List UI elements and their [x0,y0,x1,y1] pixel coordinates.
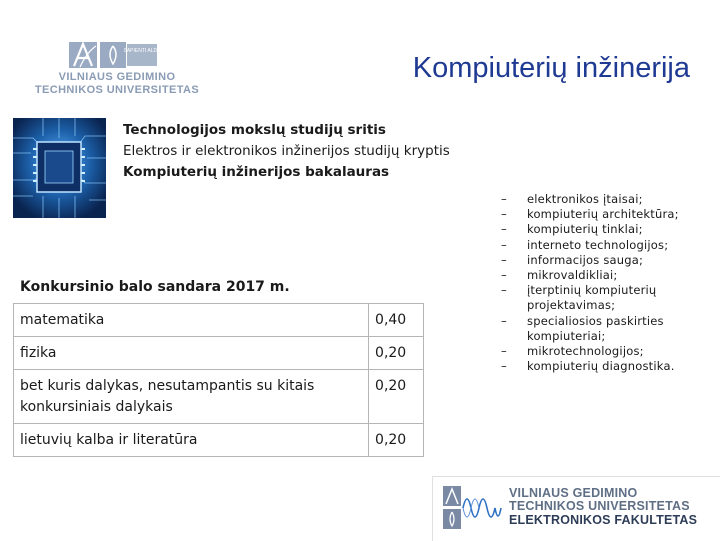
list-item-text: kompiuterių tinklai; [527,222,643,237]
topic-list [498,192,708,374]
table-row [14,337,424,370]
list-item-text: mikrovaldikliai; [527,268,618,283]
subject-cell: fizika [14,337,369,370]
weight-cell: 0,20 [369,424,424,457]
list-item-text: elektronikos įtaisai; [527,192,643,206]
score-title: Konkursinio balo sandara 2017 m. [20,279,290,295]
list-item-text: mikrotechnologijos; [527,344,644,359]
list-item [498,314,708,344]
list-item [498,207,708,222]
list-item-text: kompiuterių diagnostika. [527,359,675,374]
weight-cell: 0,40 [369,304,424,337]
faculty-logo-line-1: VILNIAUS GEDIMINO [509,486,638,500]
study-degree: Kompiuterių inžinerijos bakalauras [123,164,390,180]
weight-cell: 0,20 [369,337,424,370]
study-description [123,120,450,183]
microchip-image [13,118,106,218]
list-item-text: specialiosios paskirties kompiuteriai; [527,313,664,343]
logo-badge-text: SAPIENTI ALDE [123,48,161,54]
faculty-logo [432,476,720,541]
dash-bullet: – [501,313,507,328]
university-logo [22,40,212,102]
dash-bullet: – [501,237,507,252]
score-table [13,303,424,457]
subject-cell: lietuvių kalba ir literatūra [14,424,369,457]
list-item [498,268,708,283]
table-row [14,424,424,457]
list-item-text: kompiuterių architektūra; [527,207,679,222]
subject-cell: matematika [14,304,369,337]
dash-bullet: – [501,192,507,206]
list-item [498,283,708,313]
list-item [498,222,708,237]
dash-bullet: – [501,344,507,359]
page-title: Kompiuterių inžinerija [412,52,690,84]
list-item [498,253,708,268]
study-direction: Elektros ir elektronikos inžinerijos studijų kryptis [123,143,450,159]
dash-bullet: – [501,268,507,283]
list-item [498,344,708,359]
logo-line-1: VILNIAUS GEDIMINO [58,71,176,83]
logo-line-2: TECHNIKOS UNIVERSITETAS [34,84,200,96]
list-item-text: informacijos sauga; [527,252,644,267]
dash-bullet: – [501,283,507,298]
table-row [14,304,424,337]
list-item-text: interneto technologijos; [527,237,669,252]
dash-bullet: – [501,207,507,222]
weight-cell: 0,20 [369,370,424,424]
list-item [498,192,708,207]
dash-bullet: – [501,252,507,267]
list-item [498,238,708,253]
dash-bullet: – [501,222,507,237]
table-row [14,370,424,424]
university-logo-icon [22,40,212,70]
faculty-logo-icon [443,484,503,532]
list-item [498,359,708,374]
faculty-logo-line-3: ELEKTRONIKOS FAKULTETAS [509,513,698,527]
study-field: Technologijos mokslų studijų sritis [123,122,386,138]
faculty-logo-line-2: TECHNIKOS UNIVERSITETAS [509,499,690,513]
subject-cell: bet kuris dalykas, nesutampantis su kitais konkursiniais dalykais [14,370,369,424]
list-item-text: įterptinių kompiuterių projektavimas; [527,283,657,313]
dash-bullet: – [501,359,507,374]
